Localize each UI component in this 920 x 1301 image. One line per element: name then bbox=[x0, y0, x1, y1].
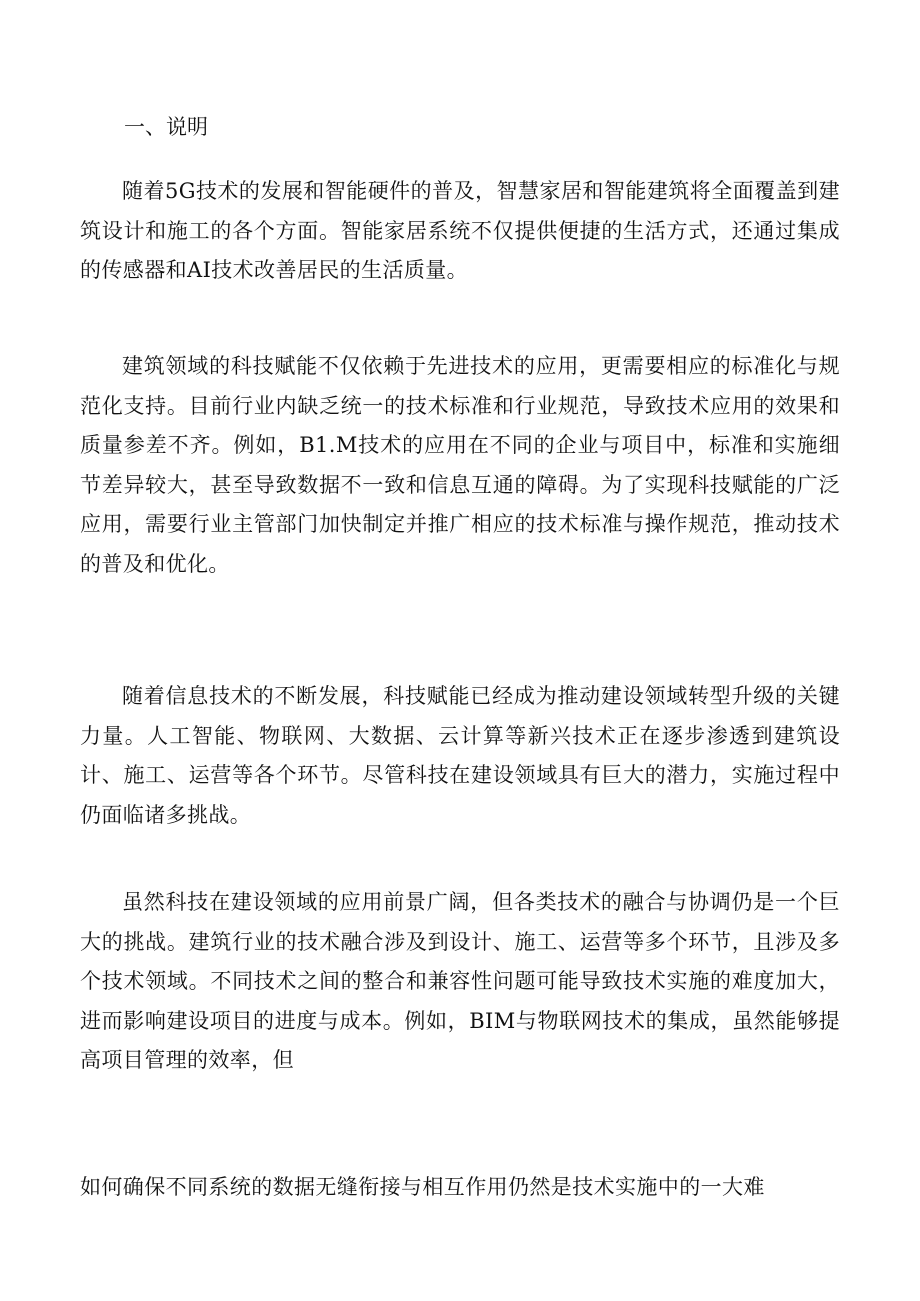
paragraph-smart-home: 随着5G技术的发展和智能硬件的普及，智慧家居和智能建筑将全面覆盖到建筑设计和施工的各个方面。智能家居系统不仅提供便捷的生活方式，还通过集成的传感器和AI技术改善居民的生活质量。 bbox=[80, 179, 840, 282]
paragraph-tech-integration: 虽然科技在建设领域的应用前景广阔，但各类技术的融合与协调仍是一个巨大的挑战。建筑行业的技术融合涉及到设计、施工、运营等多个环节，且涉及多个技术领域。不同技术之间的整合和兼容性问题可能导致技术实施的难度加大，进而影响建设项目的进度与成本。例如，BIM与物联网技术的集成，虽然能够提高项目管理的效率，但 bbox=[80, 890, 840, 1072]
section-heading: 一、说明 bbox=[124, 115, 208, 139]
paragraph-standardization: 建筑领域的科技赋能不仅依赖于先进技术的应用，更需要相应的标准化与规范化支持。目前行业内缺乏统一的技术标准和行业规范，导致技术应用的效果和质量参差不齐。例如，B1.M技术的应用在不同的企业与项目中，标准和实施细节差异较大，甚至导致数据不一致和信息互通的障碍。为了实现科技赋能的广泛应用，需要行业主管部门加快制定并推广相应的技术标准与操作规范，推动技术的普及和优化。 bbox=[80, 354, 840, 576]
paragraph-continuation: 如何确保不同系统的数据无缝衔接与相互作用仍然是技术实施中的一大难 bbox=[80, 1175, 765, 1199]
paragraph-tech-empowerment: 随着信息技术的不断发展，科技赋能已经成为推动建设领域转型升级的关键力量。人工智能、物联网、大数据、云计算等新兴技术正在逐步渗透到建筑设计、施工、运营等各个环节。尽管科技在建设领域具有巨大的潜力，实施过程中仍面临诸多挑战。 bbox=[80, 684, 840, 827]
